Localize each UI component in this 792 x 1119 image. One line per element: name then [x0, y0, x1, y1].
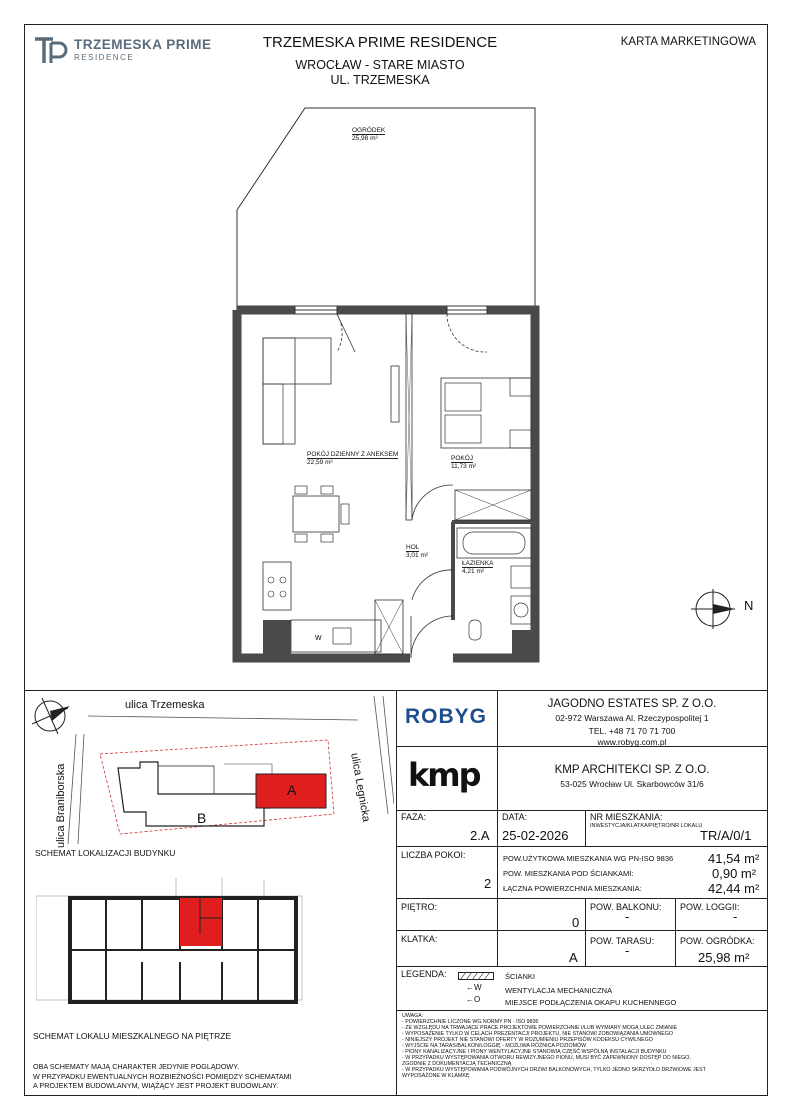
kmp-logo: kmp	[408, 756, 480, 794]
developer-address: 02-972 Warszawa Al. Rzeczypospolitej 1	[555, 713, 709, 723]
city-label: WROCŁAW - STARE MIASTO	[295, 58, 465, 72]
developer-web: www.robyg.com.pl	[597, 737, 667, 747]
legend-label: LEGENDA:	[401, 969, 447, 979]
pow-sciankami-value: 0,90 m²	[712, 866, 757, 881]
notes-label: UWAGA:	[402, 1013, 424, 1019]
balkon-label: POW. BALKONU:	[590, 902, 662, 912]
logo-name: TRZEMESKA PRIME	[74, 37, 212, 52]
nr-value: TR/A/0/1	[700, 828, 752, 843]
card-type: KARTA MARKETINGOWA	[620, 36, 756, 48]
tp-logo-icon	[33, 35, 71, 67]
building-a-label: A	[287, 782, 297, 798]
klatka-label: KLATKA:	[401, 934, 438, 944]
loggia-value: -	[733, 909, 738, 924]
pow-uzytkowa-label: POW.UŻYTKOWA MIESZKANIA WG PN-ISO 9836	[503, 854, 674, 863]
taras-label: POW. TARASU:	[590, 936, 655, 946]
nr-label: NR MIESZKANIA:	[590, 812, 663, 822]
legend-arrow-w: ←W	[466, 983, 482, 992]
notes: UWAGA: - POWIERZCHNIE LICZONE WG NORMY PN - ISO 9836 - ZE WZGLĘDU NA TRWAJĄCE PRACE PROJEKTOWE POWIERZCHNIE I/LUB WYMIARY MOGĄ ULEC ZMIANIE - WYPOSAŻENIE TYLKO W CELACH PREZENTACJI PROJEKTU, NIE STANOWI ZOBOWIĄZANIA UMOWNEGO - NINIEJSZY PROJEKT NIE STANOWI OFERTY W ROZUMIENIU PRZEPISÓW KODEKSU CYWILNEGO - WYJŚCIE NA TARAS/BALKON/LOGGIĘ - MOŻLIWA RÓŻNICA POZIOMÓW - PIONY KANALIZACYJNE I PIONY WENTYLACYJNE STANOWIĄ CZĘŚĆ WSPÓLNĄ INSTALACJI BUDYNKU - W PRZYPADKU WYSTĘPOWANIA OTWORU REWIZYJNEGO PIONU, MUSI BYĆ ZAPEWNIONY DOSTĘP DO NIEGO, ZGODNIE Z DOKUMENTACJĄ TECHNICZNĄ - W PRZYPADKU WYSTĘPOWANIA PODWÓJNYCH DRZWI BALKONOWYCH, TYLKO JEDNO SKRZYDŁO DRZWIOWE JEST WYPOSAŻONE W KLAMKĘ	[402, 1013, 706, 1079]
compass-icon	[688, 584, 738, 634]
street-left: ulica Braniborska	[55, 763, 67, 848]
pow-uzytkowa-value: 41,54 m²	[708, 851, 760, 866]
architect-address: 53-025 Wrocław Ul. Skarbowców 31/6	[560, 779, 704, 789]
garden-outline	[237, 108, 535, 310]
pow-laczna-value: 42,44 m²	[708, 881, 760, 896]
room-label-bath: ŁAZIENKA 4,21 m²	[462, 560, 494, 576]
pow-sciankami-label: POW. MIESZKANIA POD ŚCIANKAMI:	[503, 869, 634, 878]
building-b-label: B	[197, 810, 207, 826]
disclaimer: OBA SCHEMATY MAJĄ CHARAKTER JEDYNIE POGLĄDOWY. W PRZYPADKU EWENTUALNYCH ROZBIEŻNOŚCI POMIĘDZY SCHEMATAMI A PROJEKTEM BUDOWLANYM, WIĄŻĄCY JEST PROJEKT BUDOWLANY.	[33, 1062, 292, 1090]
ogrod-label: POW. OGRÓDKA:	[680, 936, 755, 946]
legend-arrow-o: ←O	[466, 995, 481, 1004]
data-label: DATA:	[502, 812, 528, 822]
architect-name: KMP ARCHITEKCI SP. Z O.O.	[554, 764, 710, 776]
legend-item-ventilation: WENTYLACJA MECHANICZNA	[505, 986, 613, 995]
faza-label: FAZA:	[401, 812, 427, 822]
taras-value: -	[625, 943, 630, 958]
svg-text:W: W	[315, 635, 322, 642]
pokoje-value: 2	[484, 876, 492, 891]
loggia-label: POW. LOGGII:	[680, 902, 740, 912]
nr-sublabel: INWESTYCJA/KLATKA/PIĘTRO/NR LOKALU	[590, 823, 703, 829]
legend-item-walls: ŚCIANKI	[505, 972, 536, 981]
street-label: UL. TRZEMESKA	[330, 73, 430, 87]
data-value: 25-02-2026	[502, 828, 569, 843]
site-caption: SCHEMAT LOKALIZACJI BUDYNKU	[35, 848, 176, 858]
floor-caption: SCHEMAT LOKALU MIESZKALNEGO NA PIĘTRZE	[33, 1031, 232, 1041]
floor-scheme	[36, 868, 308, 1008]
pietro-label: PIĘTRO:	[401, 902, 438, 912]
street-top: ulica Trzemeska	[125, 699, 205, 711]
ogrod-value: 25,98 m²	[698, 950, 750, 965]
room-label-room: POKÓJ 11,73 m²	[451, 455, 477, 471]
pietro-value: 0	[572, 915, 580, 930]
robyg-logo: ROBYG	[405, 705, 488, 728]
developer-name: JAGODNO ESTATES SP. Z O.O.	[547, 698, 717, 710]
compass-n: N	[744, 598, 754, 613]
page-title: TRZEMESKA PRIME RESIDENCE	[262, 34, 498, 51]
legend-item-hood: MIEJSCE PODŁĄCZENIA OKAPU KUCHENNEGO	[505, 998, 677, 1007]
street-right: ulica Legnicka	[348, 752, 373, 823]
developer-phone: TEL. +48 71 70 71 700	[588, 726, 676, 736]
room-label-garden: OGRÓDEK 25,98 m²	[352, 127, 386, 143]
balkon-value: -	[625, 909, 630, 924]
pow-laczna-label: ŁĄCZNA POWIERZCHNIA MIESZKANIA:	[503, 884, 642, 893]
pokoje-label: LICZBA POKOI:	[401, 850, 466, 860]
klatka-value: A	[569, 950, 578, 965]
wall-hatch-icon	[458, 972, 494, 980]
faza-value: 2.A	[470, 828, 490, 843]
room-label-living: POKÓJ DZIENNY Z ANEKSEM 22,59 m²	[307, 451, 399, 467]
logo-sub: RESIDENCE	[74, 53, 135, 62]
floor-plan	[225, 100, 545, 665]
room-label-hall: HOL 3,01 m²	[406, 544, 429, 560]
site-plan	[28, 694, 394, 844]
